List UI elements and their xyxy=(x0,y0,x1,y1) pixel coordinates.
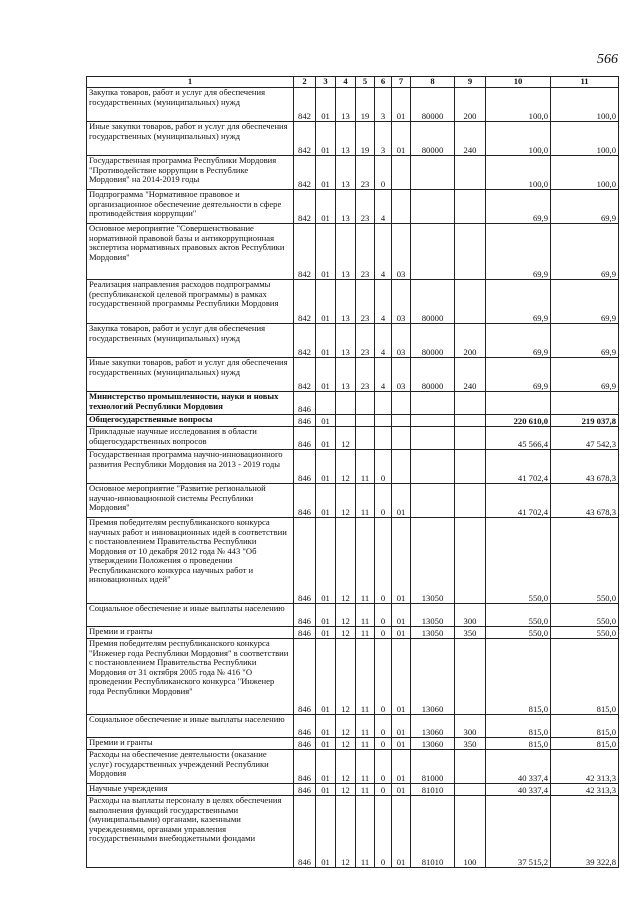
code-cs2-cell: 4 xyxy=(375,358,392,392)
amount-year-1-cell: 69,9 xyxy=(486,224,551,280)
amount-year-1-cell: 100,0 xyxy=(486,156,551,190)
amount-year-2-cell: 815,0 xyxy=(551,639,619,715)
code-gr-cell: 842 xyxy=(294,280,316,324)
code-cs4-cell: 13050 xyxy=(411,604,455,627)
code-cs1-cell: 11 xyxy=(356,627,375,639)
code-cs1-cell: 11 xyxy=(356,738,375,750)
amount-year-1-cell: 100,0 xyxy=(486,122,551,156)
code-cs1-cell: 11 xyxy=(356,450,375,484)
code-rz-cell: 01 xyxy=(316,639,336,715)
column-header: 3 xyxy=(316,77,336,88)
amount-year-2-cell: 100,0 xyxy=(551,122,619,156)
code-gr-cell: 842 xyxy=(294,358,316,392)
code-cs3-cell xyxy=(392,156,411,190)
code-cs1-cell xyxy=(356,427,375,450)
table-row xyxy=(87,627,619,639)
code-cs4-cell: 81010 xyxy=(411,784,455,796)
amount-year-1-cell xyxy=(486,392,551,415)
code-cs2-cell: 4 xyxy=(375,324,392,358)
code-cs1-cell: 23 xyxy=(356,358,375,392)
amount-year-2-cell: 100,0 xyxy=(551,156,619,190)
code-cs4-cell: 13060 xyxy=(411,738,455,750)
code-cs2-cell: 0 xyxy=(375,750,392,784)
amount-year-1-cell: 220 610,0 xyxy=(486,415,551,427)
code-cs1-cell: 23 xyxy=(356,156,375,190)
table-row xyxy=(87,796,619,868)
code-cs4-cell xyxy=(411,224,455,280)
amount-year-1-cell: 100,0 xyxy=(486,88,551,122)
code-gr-cell: 846 xyxy=(294,450,316,484)
code-rz-cell: 01 xyxy=(316,715,336,738)
code-pr-cell: 12 xyxy=(336,518,356,604)
code-rz-cell: 01 xyxy=(316,427,336,450)
row-name-cell: Закупка товаров, работ и услуг для обеспечения государственных (муниципальных) нужд xyxy=(87,324,294,358)
code-vr-cell xyxy=(455,156,486,190)
code-cs3-cell xyxy=(392,190,411,224)
code-gr-cell: 846 xyxy=(294,750,316,784)
amount-year-2-cell: 550,0 xyxy=(551,604,619,627)
code-rz-cell: 01 xyxy=(316,518,336,604)
code-rz-cell: 01 xyxy=(316,796,336,868)
code-cs3-cell: 01 xyxy=(392,604,411,627)
code-cs1-cell: 11 xyxy=(356,484,375,518)
code-cs2-cell xyxy=(375,427,392,450)
code-gr-cell: 846 xyxy=(294,604,316,627)
code-vr-cell: 350 xyxy=(455,627,486,639)
table-row xyxy=(87,715,619,738)
table-row xyxy=(87,450,619,484)
code-cs3-cell xyxy=(392,415,411,427)
code-pr-cell: 12 xyxy=(336,627,356,639)
row-name-cell: Расходы на обеспечение деятельности (оказание услуг) государственных учреждений Республики Мордовия xyxy=(87,750,294,784)
code-pr-cell: 13 xyxy=(336,156,356,190)
code-cs1-cell xyxy=(356,392,375,415)
code-cs2-cell: 0 xyxy=(375,604,392,627)
code-cs4-cell xyxy=(411,392,455,415)
code-cs1-cell: 11 xyxy=(356,750,375,784)
code-pr-cell: 13 xyxy=(336,190,356,224)
code-cs2-cell: 4 xyxy=(375,280,392,324)
code-rz-cell: 01 xyxy=(316,324,336,358)
code-cs2-cell: 3 xyxy=(375,122,392,156)
code-vr-cell: 200 xyxy=(455,88,486,122)
table-row xyxy=(87,324,619,358)
code-cs4-cell: 13060 xyxy=(411,639,455,715)
code-cs3-cell: 03 xyxy=(392,280,411,324)
code-rz-cell: 01 xyxy=(316,450,336,484)
table-row xyxy=(87,518,619,604)
code-cs3-cell xyxy=(392,392,411,415)
amount-year-1-cell: 550,0 xyxy=(486,518,551,604)
row-name-cell: Социальное обеспечение и иные выплаты населению xyxy=(87,604,294,627)
budget-table xyxy=(86,76,619,868)
code-vr-cell: 300 xyxy=(455,715,486,738)
code-cs2-cell: 3 xyxy=(375,88,392,122)
code-pr-cell: 12 xyxy=(336,715,356,738)
code-vr-cell xyxy=(455,415,486,427)
code-vr-cell xyxy=(455,518,486,604)
row-name-cell: Закупка товаров, работ и услуг для обеспечения государственных (муниципальных) нужд xyxy=(87,88,294,122)
amount-year-2-cell: 47 542,3 xyxy=(551,427,619,450)
code-cs1-cell: 23 xyxy=(356,190,375,224)
row-name-cell: Премии и гранты xyxy=(87,627,294,639)
column-header: 6 xyxy=(375,77,392,88)
code-gr-cell: 846 xyxy=(294,796,316,868)
code-cs3-cell: 01 xyxy=(392,784,411,796)
code-pr-cell: 12 xyxy=(336,750,356,784)
code-cs4-cell xyxy=(411,450,455,484)
code-pr-cell: 12 xyxy=(336,738,356,750)
amount-year-1-cell: 69,9 xyxy=(486,324,551,358)
amount-year-2-cell: 550,0 xyxy=(551,518,619,604)
amount-year-1-cell: 40 337,4 xyxy=(486,784,551,796)
code-vr-cell xyxy=(455,427,486,450)
code-pr-cell: 13 xyxy=(336,358,356,392)
code-cs4-cell xyxy=(411,484,455,518)
code-cs2-cell: 0 xyxy=(375,450,392,484)
code-cs2-cell xyxy=(375,392,392,415)
code-rz-cell: 01 xyxy=(316,415,336,427)
code-rz-cell: 01 xyxy=(316,738,336,750)
code-cs4-cell: 80000 xyxy=(411,88,455,122)
row-name-cell: Министерство промышленности, науки и новых технологий Республики Мордовия xyxy=(87,392,294,415)
amount-year-2-cell: 69,9 xyxy=(551,224,619,280)
code-cs2-cell: 0 xyxy=(375,796,392,868)
table-row xyxy=(87,392,619,415)
code-cs1-cell: 11 xyxy=(356,518,375,604)
code-gr-cell: 842 xyxy=(294,156,316,190)
amount-year-2-cell: 42 313,3 xyxy=(551,750,619,784)
code-cs4-cell xyxy=(411,415,455,427)
amount-year-2-cell: 815,0 xyxy=(551,738,619,750)
code-gr-cell: 842 xyxy=(294,324,316,358)
amount-year-2-cell: 42 313,3 xyxy=(551,784,619,796)
row-name-cell: Иные закупки товаров, работ и услуг для обеспечения государственных (муниципальных) нужд xyxy=(87,122,294,156)
row-name-cell: Общегосударственные вопросы xyxy=(87,415,294,427)
row-name-cell: Подпрограмма "Нормативное правовое и организационное обеспечение деятельности в сфере противодействия коррупции" xyxy=(87,190,294,224)
amount-year-1-cell: 815,0 xyxy=(486,738,551,750)
code-cs2-cell: 0 xyxy=(375,484,392,518)
code-vr-cell: 240 xyxy=(455,358,486,392)
code-cs1-cell: 19 xyxy=(356,88,375,122)
code-vr-cell: 200 xyxy=(455,324,486,358)
code-cs1-cell: 23 xyxy=(356,280,375,324)
code-pr-cell xyxy=(336,415,356,427)
table-row xyxy=(87,224,619,280)
amount-year-2-cell: 43 678,3 xyxy=(551,450,619,484)
column-header: 10 xyxy=(486,77,551,88)
code-pr-cell: 12 xyxy=(336,450,356,484)
column-header: 9 xyxy=(455,77,486,88)
row-name-cell: Премия победителям республиканского конкурса "Инженер года Республики Мордовия" в соответствии с постановлением Правительства Республики Мордовия от 31 октября 2005 года № 416 "О проведении Республиканского конкурса "Инженер года Республики Мордовия" xyxy=(87,639,294,715)
code-cs1-cell xyxy=(356,415,375,427)
table-row xyxy=(87,639,619,715)
amount-year-1-cell: 815,0 xyxy=(486,639,551,715)
code-rz-cell: 01 xyxy=(316,484,336,518)
code-rz-cell xyxy=(316,392,336,415)
code-pr-cell: 12 xyxy=(336,427,356,450)
column-header: 8 xyxy=(411,77,455,88)
amount-year-2-cell: 100,0 xyxy=(551,88,619,122)
code-pr-cell: 12 xyxy=(336,784,356,796)
row-name-cell: Государственная программа Республики Мордовия "Противодействие коррупции в Республике Мордовия" на 2014-2019 годы xyxy=(87,156,294,190)
code-gr-cell: 846 xyxy=(294,627,316,639)
code-pr-cell: 13 xyxy=(336,224,356,280)
code-pr-cell: 13 xyxy=(336,88,356,122)
code-cs2-cell: 0 xyxy=(375,627,392,639)
code-cs3-cell xyxy=(392,427,411,450)
code-cs4-cell: 81000 xyxy=(411,750,455,784)
amount-year-1-cell: 41 702,4 xyxy=(486,450,551,484)
code-cs4-cell: 13050 xyxy=(411,518,455,604)
row-name-cell: Премии и гранты xyxy=(87,738,294,750)
code-gr-cell: 846 xyxy=(294,715,316,738)
table-header-row xyxy=(87,77,619,88)
code-pr-cell: 12 xyxy=(336,796,356,868)
amount-year-2-cell: 69,9 xyxy=(551,324,619,358)
row-name-cell: Научные учреждения xyxy=(87,784,294,796)
code-cs1-cell: 11 xyxy=(356,604,375,627)
table-row xyxy=(87,784,619,796)
code-cs3-cell: 01 xyxy=(392,627,411,639)
code-cs4-cell: 13060 xyxy=(411,715,455,738)
code-cs4-cell: 13050 xyxy=(411,627,455,639)
code-gr-cell: 842 xyxy=(294,122,316,156)
table-row xyxy=(87,484,619,518)
code-cs4-cell: 80000 xyxy=(411,122,455,156)
code-cs2-cell: 4 xyxy=(375,224,392,280)
column-header: 2 xyxy=(294,77,316,88)
code-gr-cell: 842 xyxy=(294,190,316,224)
amount-year-2-cell: 69,9 xyxy=(551,280,619,324)
code-cs1-cell: 23 xyxy=(356,324,375,358)
code-vr-cell xyxy=(455,392,486,415)
amount-year-1-cell: 45 566,4 xyxy=(486,427,551,450)
code-cs3-cell: 01 xyxy=(392,518,411,604)
page-number: 566 xyxy=(597,52,618,67)
table-row xyxy=(87,750,619,784)
code-rz-cell: 01 xyxy=(316,784,336,796)
code-cs1-cell: 11 xyxy=(356,715,375,738)
code-rz-cell: 01 xyxy=(316,156,336,190)
code-cs2-cell: 4 xyxy=(375,190,392,224)
table-row xyxy=(87,604,619,627)
code-vr-cell xyxy=(455,280,486,324)
table-row xyxy=(87,427,619,450)
table-row xyxy=(87,358,619,392)
code-pr-cell xyxy=(336,392,356,415)
row-name-cell: Основное мероприятие "Совершенствование нормативной правовой базы и антикоррупционная экспертиза нормативных правовых актов Республики Мордовия" xyxy=(87,224,294,280)
code-gr-cell: 846 xyxy=(294,784,316,796)
code-gr-cell: 846 xyxy=(294,392,316,415)
column-header: 5 xyxy=(356,77,375,88)
table-row xyxy=(87,88,619,122)
code-vr-cell: 240 xyxy=(455,122,486,156)
code-cs3-cell: 01 xyxy=(392,639,411,715)
amount-year-2-cell: 39 322,8 xyxy=(551,796,619,868)
amount-year-2-cell xyxy=(551,392,619,415)
code-cs4-cell xyxy=(411,427,455,450)
code-cs2-cell: 0 xyxy=(375,518,392,604)
amount-year-1-cell: 41 702,4 xyxy=(486,484,551,518)
code-rz-cell: 01 xyxy=(316,604,336,627)
code-cs2-cell: 0 xyxy=(375,738,392,750)
code-cs4-cell: 80000 xyxy=(411,358,455,392)
code-rz-cell: 01 xyxy=(316,88,336,122)
amount-year-2-cell: 815,0 xyxy=(551,715,619,738)
code-vr-cell xyxy=(455,750,486,784)
column-header: 11 xyxy=(551,77,619,88)
code-vr-cell: 350 xyxy=(455,738,486,750)
amount-year-2-cell: 219 037,8 xyxy=(551,415,619,427)
code-cs2-cell xyxy=(375,415,392,427)
code-cs2-cell: 0 xyxy=(375,715,392,738)
code-vr-cell: 100 xyxy=(455,796,486,868)
code-cs1-cell: 11 xyxy=(356,784,375,796)
code-vr-cell xyxy=(455,784,486,796)
table-row xyxy=(87,415,619,427)
code-vr-cell: 300 xyxy=(455,604,486,627)
row-name-cell: Реализация направления расходов подпрограммы (республиканской целевой программы) в рамках государственной программы Республики Мордовия xyxy=(87,280,294,324)
code-pr-cell: 13 xyxy=(336,280,356,324)
code-vr-cell xyxy=(455,190,486,224)
amount-year-1-cell: 69,9 xyxy=(486,190,551,224)
code-vr-cell xyxy=(455,224,486,280)
amount-year-2-cell: 69,9 xyxy=(551,190,619,224)
code-gr-cell: 846 xyxy=(294,427,316,450)
amount-year-2-cell: 550,0 xyxy=(551,627,619,639)
code-cs3-cell: 01 xyxy=(392,715,411,738)
table-body xyxy=(87,88,619,868)
code-cs4-cell xyxy=(411,156,455,190)
row-name-cell: Расходы на выплаты персоналу в целях обеспечения выполнения функций государственными (муниципальными) органами, казенными учреждениями, органами управления государственными внебюджетными фондами xyxy=(87,796,294,868)
code-cs1-cell: 11 xyxy=(356,796,375,868)
row-name-cell: Прикладные научные исследования в области общегосударственных вопросов xyxy=(87,427,294,450)
table-row xyxy=(87,280,619,324)
code-gr-cell: 846 xyxy=(294,639,316,715)
table-row xyxy=(87,190,619,224)
code-cs2-cell: 0 xyxy=(375,156,392,190)
code-gr-cell: 846 xyxy=(294,738,316,750)
code-vr-cell xyxy=(455,450,486,484)
code-pr-cell: 12 xyxy=(336,604,356,627)
code-gr-cell: 846 xyxy=(294,415,316,427)
code-cs2-cell: 0 xyxy=(375,784,392,796)
amount-year-1-cell: 550,0 xyxy=(486,604,551,627)
column-header: 4 xyxy=(336,77,356,88)
code-rz-cell: 01 xyxy=(316,750,336,784)
code-cs1-cell: 23 xyxy=(356,224,375,280)
code-cs3-cell: 01 xyxy=(392,484,411,518)
code-gr-cell: 842 xyxy=(294,88,316,122)
table-row xyxy=(87,738,619,750)
table-row xyxy=(87,156,619,190)
code-gr-cell: 846 xyxy=(294,484,316,518)
code-cs4-cell: 80000 xyxy=(411,280,455,324)
row-name-cell: Основное мероприятие "Развитие региональной научно-инновационной системы Республики Мордовия" xyxy=(87,484,294,518)
code-vr-cell xyxy=(455,484,486,518)
amount-year-1-cell: 40 337,4 xyxy=(486,750,551,784)
code-cs3-cell: 01 xyxy=(392,750,411,784)
code-cs3-cell: 01 xyxy=(392,796,411,868)
code-cs3-cell: 01 xyxy=(392,122,411,156)
amount-year-1-cell: 69,9 xyxy=(486,358,551,392)
row-name-cell: Премия победителям республиканского конкурса научных работ и инновационных идей в соответствии с постановлением Правительства Республики Мордовия от 10 декабря 2012 года № 443 "Об утверждении Положения о проведении Республиканского конкурса научных работ и инновационных идей" xyxy=(87,518,294,604)
code-rz-cell: 01 xyxy=(316,358,336,392)
code-cs4-cell: 80000 xyxy=(411,324,455,358)
code-pr-cell: 13 xyxy=(336,122,356,156)
code-rz-cell: 01 xyxy=(316,122,336,156)
code-cs3-cell: 03 xyxy=(392,324,411,358)
code-pr-cell: 12 xyxy=(336,639,356,715)
column-header: 1 xyxy=(87,77,294,88)
row-name-cell: Государственная программа научно-инновационного развития Республики Мордовия на 2013 - 2019 годы xyxy=(87,450,294,484)
code-pr-cell: 12 xyxy=(336,484,356,518)
code-cs4-cell: 81010 xyxy=(411,796,455,868)
code-cs2-cell: 0 xyxy=(375,639,392,715)
code-rz-cell: 01 xyxy=(316,280,336,324)
code-cs1-cell: 11 xyxy=(356,639,375,715)
code-cs3-cell: 03 xyxy=(392,358,411,392)
amount-year-2-cell: 43 678,3 xyxy=(551,484,619,518)
table-row xyxy=(87,122,619,156)
code-rz-cell: 01 xyxy=(316,224,336,280)
code-cs4-cell xyxy=(411,190,455,224)
code-gr-cell: 846 xyxy=(294,518,316,604)
code-cs3-cell: 01 xyxy=(392,88,411,122)
code-cs3-cell xyxy=(392,450,411,484)
amount-year-1-cell: 69,9 xyxy=(486,280,551,324)
code-vr-cell xyxy=(455,639,486,715)
code-gr-cell: 842 xyxy=(294,224,316,280)
code-pr-cell: 13 xyxy=(336,324,356,358)
row-name-cell: Социальное обеспечение и иные выплаты населению xyxy=(87,715,294,738)
code-cs3-cell: 03 xyxy=(392,224,411,280)
amount-year-2-cell: 69,9 xyxy=(551,358,619,392)
code-cs1-cell: 19 xyxy=(356,122,375,156)
amount-year-1-cell: 37 515,2 xyxy=(486,796,551,868)
amount-year-1-cell: 550,0 xyxy=(486,627,551,639)
row-name-cell: Иные закупки товаров, работ и услуг для обеспечения государственных (муниципальных) нужд xyxy=(87,358,294,392)
code-rz-cell: 01 xyxy=(316,190,336,224)
code-rz-cell: 01 xyxy=(316,627,336,639)
code-cs3-cell: 01 xyxy=(392,738,411,750)
amount-year-1-cell: 815,0 xyxy=(486,715,551,738)
column-header: 7 xyxy=(392,77,411,88)
